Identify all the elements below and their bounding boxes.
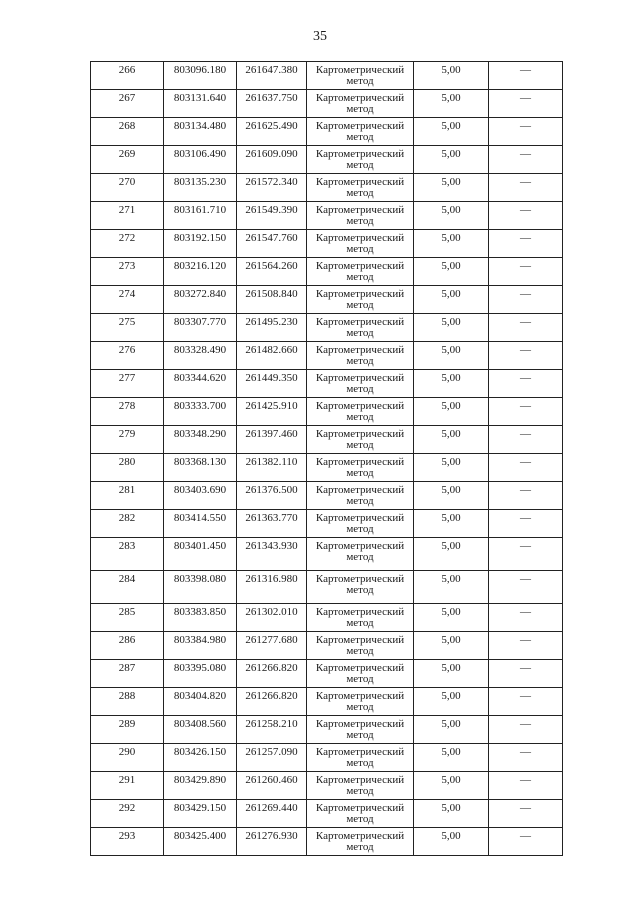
table-row (91, 174, 563, 202)
method-cell: Картометрический метод (307, 174, 414, 202)
table-row (91, 286, 563, 314)
x-coordinate-cell: 803426.150 (164, 744, 237, 772)
point-number-cell: 274 (91, 286, 164, 314)
x-coordinate-cell: 803408.560 (164, 716, 237, 744)
accuracy-cell: 5,00 (414, 538, 489, 571)
x-coordinate-cell: 803216.120 (164, 258, 237, 286)
accuracy-cell: 5,00 (414, 744, 489, 772)
table-row (91, 482, 563, 510)
table-row (91, 538, 563, 571)
y-coordinate-cell: 261495.230 (237, 314, 307, 342)
accuracy-cell: 5,00 (414, 90, 489, 118)
description-cell: — (489, 314, 563, 342)
description-cell: — (489, 800, 563, 828)
description-cell: — (489, 510, 563, 538)
page-number: 35 (313, 29, 327, 44)
method-cell: Картометрический метод (307, 314, 414, 342)
y-coordinate-cell: 261572.340 (237, 174, 307, 202)
x-coordinate-cell: 803272.840 (164, 286, 237, 314)
table-row (91, 370, 563, 398)
method-cell: Картометрический метод (307, 604, 414, 632)
y-coordinate-cell: 261277.680 (237, 632, 307, 660)
method-cell: Картометрический метод (307, 62, 414, 90)
y-coordinate-cell: 261397.460 (237, 426, 307, 454)
point-number-cell: 289 (91, 716, 164, 744)
point-number-cell: 272 (91, 230, 164, 258)
table-row (91, 510, 563, 538)
x-coordinate-cell: 803135.230 (164, 174, 237, 202)
method-cell: Картометрический метод (307, 342, 414, 370)
accuracy-cell: 5,00 (414, 772, 489, 800)
method-cell: Картометрический метод (307, 398, 414, 426)
point-number-cell: 287 (91, 660, 164, 688)
x-coordinate-cell: 803429.150 (164, 800, 237, 828)
description-cell: — (489, 482, 563, 510)
point-number-cell: 273 (91, 258, 164, 286)
method-cell: Картометрический метод (307, 828, 414, 856)
y-coordinate-cell: 261302.010 (237, 604, 307, 632)
accuracy-cell: 5,00 (414, 800, 489, 828)
y-coordinate-cell: 261449.350 (237, 370, 307, 398)
description-cell: — (489, 426, 563, 454)
table-row (91, 314, 563, 342)
description-cell: — (489, 258, 563, 286)
accuracy-cell: 5,00 (414, 571, 489, 604)
accuracy-cell: 5,00 (414, 342, 489, 370)
method-cell: Картометрический метод (307, 286, 414, 314)
table-row (91, 744, 563, 772)
accuracy-cell: 5,00 (414, 146, 489, 174)
accuracy-cell: 5,00 (414, 482, 489, 510)
x-coordinate-cell: 803403.690 (164, 482, 237, 510)
point-number-cell: 268 (91, 118, 164, 146)
point-number-cell: 267 (91, 90, 164, 118)
table-row (91, 454, 563, 482)
point-number-cell: 270 (91, 174, 164, 202)
accuracy-cell: 5,00 (414, 828, 489, 856)
point-number-cell: 290 (91, 744, 164, 772)
point-number-cell: 284 (91, 571, 164, 604)
y-coordinate-cell: 261257.090 (237, 744, 307, 772)
description-cell: — (489, 538, 563, 571)
y-coordinate-cell: 261482.660 (237, 342, 307, 370)
method-cell: Картометрический метод (307, 571, 414, 604)
description-cell: — (489, 828, 563, 856)
accuracy-cell: 5,00 (414, 426, 489, 454)
x-coordinate-cell: 803161.710 (164, 202, 237, 230)
x-coordinate-cell: 803383.850 (164, 604, 237, 632)
accuracy-cell: 5,00 (414, 370, 489, 398)
description-cell: — (489, 146, 563, 174)
accuracy-cell: 5,00 (414, 632, 489, 660)
accuracy-cell: 5,00 (414, 118, 489, 146)
x-coordinate-cell: 803344.620 (164, 370, 237, 398)
description-cell: — (489, 660, 563, 688)
accuracy-cell: 5,00 (414, 62, 489, 90)
method-cell: Картометрический метод (307, 118, 414, 146)
table-row (91, 632, 563, 660)
accuracy-cell: 5,00 (414, 716, 489, 744)
accuracy-cell: 5,00 (414, 258, 489, 286)
method-cell: Картометрический метод (307, 426, 414, 454)
method-cell: Картометрический метод (307, 258, 414, 286)
x-coordinate-cell: 803106.490 (164, 146, 237, 174)
method-cell: Картометрический метод (307, 370, 414, 398)
description-cell: — (489, 342, 563, 370)
y-coordinate-cell: 261609.090 (237, 146, 307, 174)
method-cell: Картометрический метод (307, 688, 414, 716)
y-coordinate-cell: 261276.930 (237, 828, 307, 856)
y-coordinate-cell: 261363.770 (237, 510, 307, 538)
x-coordinate-cell: 803401.450 (164, 538, 237, 571)
table-row (91, 202, 563, 230)
method-cell: Картометрический метод (307, 772, 414, 800)
method-cell: Картометрический метод (307, 660, 414, 688)
x-coordinate-cell: 803368.130 (164, 454, 237, 482)
x-coordinate-cell: 803414.550 (164, 510, 237, 538)
table-row (91, 772, 563, 800)
table-row (91, 688, 563, 716)
method-cell: Картометрический метод (307, 454, 414, 482)
coordinates-table (90, 61, 563, 856)
accuracy-cell: 5,00 (414, 230, 489, 258)
x-coordinate-cell: 803384.980 (164, 632, 237, 660)
point-number-cell: 278 (91, 398, 164, 426)
table-body (91, 62, 563, 856)
accuracy-cell: 5,00 (414, 174, 489, 202)
y-coordinate-cell: 261316.980 (237, 571, 307, 604)
table-row (91, 398, 563, 426)
table-row (91, 660, 563, 688)
point-number-cell: 275 (91, 314, 164, 342)
table-row (91, 828, 563, 856)
description-cell: — (489, 571, 563, 604)
accuracy-cell: 5,00 (414, 314, 489, 342)
x-coordinate-cell: 803425.400 (164, 828, 237, 856)
table-row (91, 604, 563, 632)
description-cell: — (489, 286, 563, 314)
method-cell: Картометрический метод (307, 744, 414, 772)
description-cell: — (489, 62, 563, 90)
y-coordinate-cell: 261260.460 (237, 772, 307, 800)
description-cell: — (489, 118, 563, 146)
y-coordinate-cell: 261549.390 (237, 202, 307, 230)
method-cell: Картометрический метод (307, 632, 414, 660)
table-row (91, 230, 563, 258)
x-coordinate-cell: 803328.490 (164, 342, 237, 370)
y-coordinate-cell: 261382.110 (237, 454, 307, 482)
point-number-cell: 292 (91, 800, 164, 828)
y-coordinate-cell: 261425.910 (237, 398, 307, 426)
method-cell: Картометрический метод (307, 538, 414, 571)
point-number-cell: 266 (91, 62, 164, 90)
y-coordinate-cell: 261266.820 (237, 660, 307, 688)
table-row (91, 62, 563, 90)
description-cell: — (489, 174, 563, 202)
x-coordinate-cell: 803131.640 (164, 90, 237, 118)
y-coordinate-cell: 261625.490 (237, 118, 307, 146)
accuracy-cell: 5,00 (414, 604, 489, 632)
description-cell: — (489, 398, 563, 426)
description-cell: — (489, 772, 563, 800)
accuracy-cell: 5,00 (414, 398, 489, 426)
y-coordinate-cell: 261547.760 (237, 230, 307, 258)
point-number-cell: 269 (91, 146, 164, 174)
accuracy-cell: 5,00 (414, 286, 489, 314)
y-coordinate-cell: 261269.440 (237, 800, 307, 828)
description-cell: — (489, 230, 563, 258)
x-coordinate-cell: 803348.290 (164, 426, 237, 454)
y-coordinate-cell: 261266.820 (237, 688, 307, 716)
table-row (91, 716, 563, 744)
y-coordinate-cell: 261564.260 (237, 258, 307, 286)
point-number-cell: 286 (91, 632, 164, 660)
point-number-cell: 277 (91, 370, 164, 398)
point-number-cell: 280 (91, 454, 164, 482)
x-coordinate-cell: 803307.770 (164, 314, 237, 342)
description-cell: — (489, 716, 563, 744)
description-cell: — (489, 202, 563, 230)
x-coordinate-cell: 803134.480 (164, 118, 237, 146)
accuracy-cell: 5,00 (414, 510, 489, 538)
table-row (91, 258, 563, 286)
table-row (91, 146, 563, 174)
point-number-cell: 276 (91, 342, 164, 370)
method-cell: Картометрический метод (307, 202, 414, 230)
method-cell: Картометрический метод (307, 716, 414, 744)
table-row (91, 342, 563, 370)
description-cell: — (489, 744, 563, 772)
description-cell: — (489, 604, 563, 632)
accuracy-cell: 5,00 (414, 454, 489, 482)
method-cell: Картометрический метод (307, 800, 414, 828)
point-number-cell: 282 (91, 510, 164, 538)
y-coordinate-cell: 261647.380 (237, 62, 307, 90)
description-cell: — (489, 370, 563, 398)
point-number-cell: 271 (91, 202, 164, 230)
point-number-cell: 279 (91, 426, 164, 454)
x-coordinate-cell: 803192.150 (164, 230, 237, 258)
table-row (91, 426, 563, 454)
x-coordinate-cell: 803395.080 (164, 660, 237, 688)
y-coordinate-cell: 261343.930 (237, 538, 307, 571)
point-number-cell: 281 (91, 482, 164, 510)
description-cell: — (489, 90, 563, 118)
method-cell: Картометрический метод (307, 146, 414, 174)
point-number-cell: 291 (91, 772, 164, 800)
table-row (91, 571, 563, 604)
point-number-cell: 293 (91, 828, 164, 856)
method-cell: Картометрический метод (307, 230, 414, 258)
point-number-cell: 285 (91, 604, 164, 632)
point-number-cell: 288 (91, 688, 164, 716)
x-coordinate-cell: 803404.820 (164, 688, 237, 716)
table-row (91, 90, 563, 118)
point-number-cell: 283 (91, 538, 164, 571)
y-coordinate-cell: 261508.840 (237, 286, 307, 314)
accuracy-cell: 5,00 (414, 660, 489, 688)
y-coordinate-cell: 261258.210 (237, 716, 307, 744)
accuracy-cell: 5,00 (414, 688, 489, 716)
method-cell: Картометрический метод (307, 90, 414, 118)
x-coordinate-cell: 803333.700 (164, 398, 237, 426)
table-row (91, 118, 563, 146)
y-coordinate-cell: 261376.500 (237, 482, 307, 510)
accuracy-cell: 5,00 (414, 202, 489, 230)
description-cell: — (489, 454, 563, 482)
y-coordinate-cell: 261637.750 (237, 90, 307, 118)
table-row (91, 800, 563, 828)
x-coordinate-cell: 803398.080 (164, 571, 237, 604)
method-cell: Картометрический метод (307, 510, 414, 538)
description-cell: — (489, 688, 563, 716)
x-coordinate-cell: 803429.890 (164, 772, 237, 800)
description-cell: — (489, 632, 563, 660)
method-cell: Картометрический метод (307, 482, 414, 510)
x-coordinate-cell: 803096.180 (164, 62, 237, 90)
